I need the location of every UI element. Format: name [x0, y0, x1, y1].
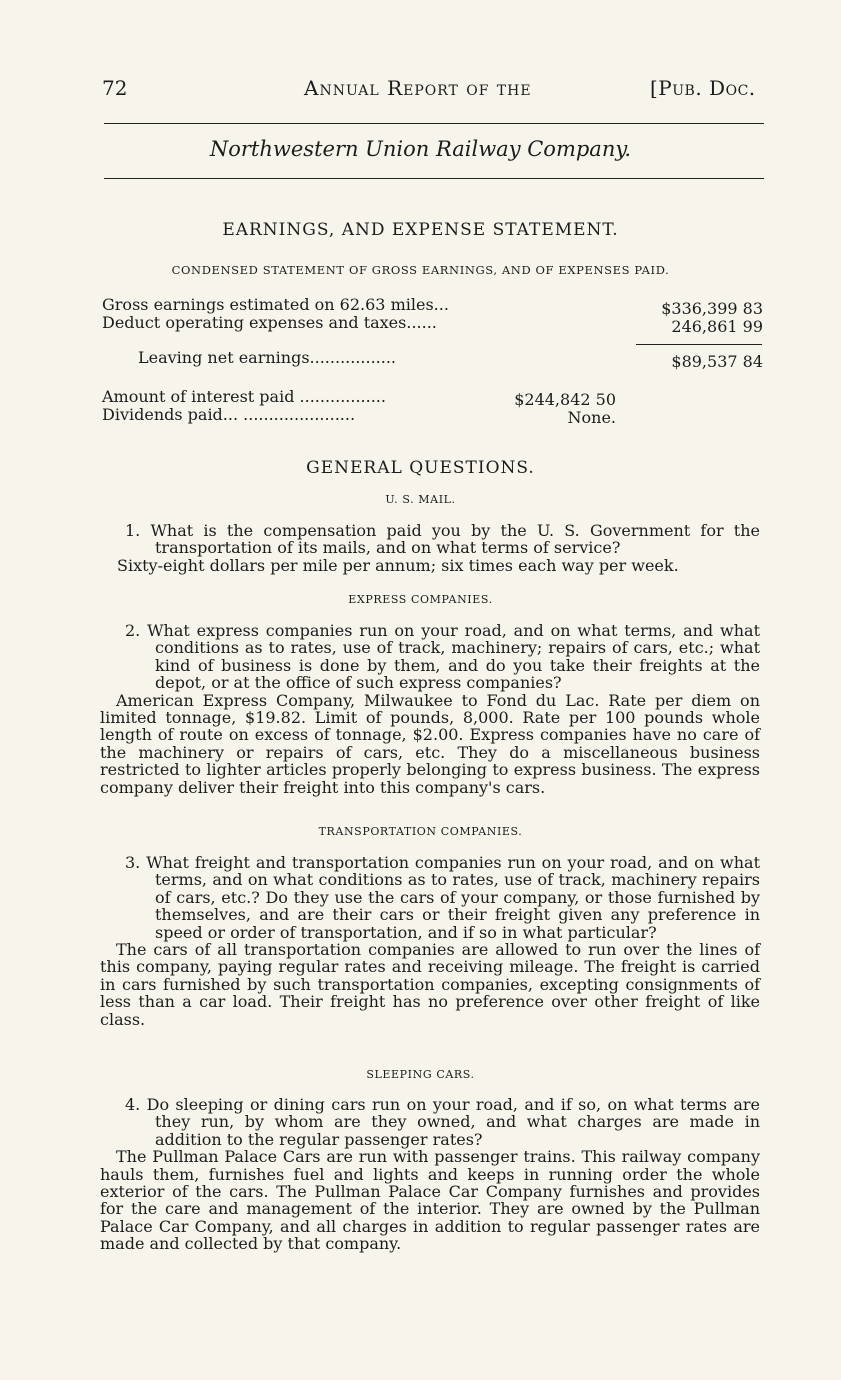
company-rule: [104, 178, 764, 179]
question-3-text: 3. What freight and transportation companies run on your road, and on what terms, and on what conditions as to rates, use of track, machinery repairs of cars, etc.? Do they use the cars of your company, or those furnished by themselves, and are their cars or their freight given any preference in speed or order of transportation, and if so in what particular?: [125, 853, 760, 942]
answer-2-text: American Express Company, Milwaukee to Fond du Lac. Rate per diem on limited tonnage, $19.82. Limit of pounds, 8,000. Rate per 100 pounds whole length of route on excess of tonnage, $2.00. Express companies have no care of the machinery or repairs of cars, etc. They do a miscellaneous business restricted to lighter articles properly belonging to express business. The express company deliver their freight into this company's cars.: [100, 690, 760, 797]
question-4: [100, 1096, 760, 1253]
operating-expenses-amount: 246,861 99: [671, 317, 763, 336]
answer-4-text: The Pullman Palace Cars are run with passenger trains. This railway company hauls them, furnishes fuel and lights and keeps in running order the whole exterior of the cars. The Pullman Palace Car Company furnishes and provides for the care and management of the interior. They are owned by the Pullman Palace Car Company, and all charges in addition to regular passenger rates are made and collected by that company.: [100, 1147, 760, 1254]
earnings-subheading: CONDENSED STATEMENT OF GROSS EARNINGS, AND OF EXPENSES PAID.: [171, 263, 670, 277]
gross-earnings-amount: $336,399 83: [661, 299, 763, 318]
running-title: Annual Report of the: [304, 76, 532, 100]
section-heading-transportation: TRANSPORTATION COMPANIES.: [318, 825, 523, 838]
question-2-text: 2. What express companies run on your road, and on what terms, and what conditions as to rates, use of track, machinery; repairs of cars, etc.; what kind of business is done by them, and do you take their freights at the depot, or at the office of such express companies?: [125, 621, 760, 693]
interest-paid-label: Amount of interest paid .................: [102, 387, 386, 406]
net-earnings-label: Leaving net earnings.................: [138, 348, 397, 367]
company-name: Northwestern Union Railway Company.: [209, 137, 632, 161]
section-heading-express: EXPRESS COMPANIES.: [348, 593, 493, 606]
gross-earnings-label: Gross earnings estimated on 62.63 miles...: [102, 295, 449, 314]
question-1: [100, 522, 760, 574]
dividends-label: Dividends paid... ......................: [102, 405, 356, 424]
question-1-text: 1. What is the compensation paid you by the U. S. Government for the transportation of its mails, and on what terms of service?: [125, 521, 760, 558]
interest-paid-amount: $244,842 50: [514, 390, 616, 409]
operating-expenses-label: Deduct operating expenses and taxes......: [102, 313, 437, 332]
general-questions-heading: GENERAL QUESTIONS.: [306, 458, 535, 478]
answer-3-text: The cars of all transportation companies are allowed to run over the lines of this company, paying regular rates and receiving mileage. The freight is carried in cars furnished by such transportation companies, excepting consignments of less than a car load. Their freight has no preference over other freight of like class.: [100, 940, 760, 1029]
header-rule: [104, 123, 764, 124]
sum-rule: [636, 344, 762, 345]
section-heading-sleeping-cars: SLEEPING CARS.: [366, 1068, 475, 1081]
document-series: [Pub. Doc.: [650, 76, 756, 100]
dividends-amount: None.: [567, 408, 616, 427]
question-3: [100, 854, 760, 1028]
page-number: 72: [102, 76, 128, 100]
earnings-heading: EARNINGS, AND EXPENSE STATEMENT.: [222, 220, 619, 240]
question-2: [100, 622, 760, 796]
section-heading-us-mail: U. S. MAIL.: [385, 493, 456, 506]
net-earnings-amount: $89,537 84: [671, 352, 763, 371]
question-4-text: 4. Do sleeping or dining cars run on your road, and if so, on what terms are they run, by whom are they owned, and what charges are made in addition to the regular passenger rates?: [125, 1095, 760, 1149]
answer-1-text: Sixty-eight dollars per mile per annum; six times each way per week.: [117, 555, 679, 575]
